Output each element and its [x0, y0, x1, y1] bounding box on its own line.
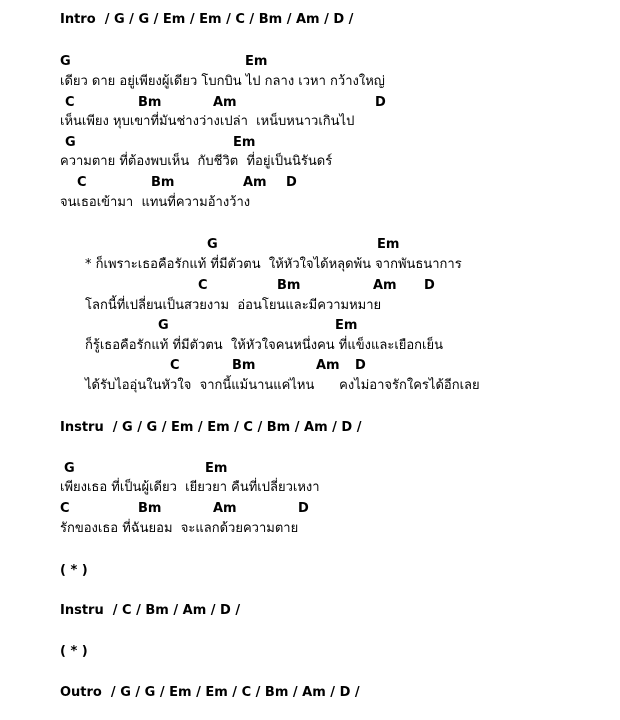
chord: G	[60, 54, 71, 69]
chord: Am	[373, 278, 397, 293]
chord: Am	[316, 358, 340, 373]
chord: Bm	[138, 501, 162, 516]
chord: Em	[245, 54, 268, 69]
outro-line: Outro / G / G / Em / Em / C / Bm / Am / D /	[60, 685, 360, 700]
chorus-repeat: ( * )	[60, 563, 88, 578]
chorus-repeat: ( * )	[60, 644, 88, 659]
chord: C	[65, 95, 75, 110]
chord: D	[298, 501, 309, 516]
lyric-line: รักของเธอ ที่ฉันยอม จะแลกด้วยความตาย	[60, 521, 299, 536]
instru-line: Instru / C / Bm / Am / D /	[60, 603, 241, 618]
chord: Bm	[232, 358, 256, 373]
lyric-line: จนเธอเข้ามา แทนที่ความอ้างว้าง	[60, 195, 251, 210]
chord: G	[64, 461, 75, 476]
chord: Em	[233, 135, 256, 150]
chord: Am	[213, 95, 237, 110]
lyric-line: เพียงเธอ ที่เป็นผู้เดียว เยียวยา คืนที่เปลี่ยวเหงา	[60, 480, 320, 495]
chord: Am	[213, 501, 237, 516]
chord: D	[355, 358, 366, 373]
chord: C	[60, 501, 70, 516]
chord: C	[77, 175, 87, 190]
lyric-line: ได้รับไออุ่นในหัวใจ จากนี้แม้นานแค่ไหน คงไม่อาจรักใครได้อีกเลย	[85, 378, 480, 393]
chord: G	[65, 135, 76, 150]
chord: C	[170, 358, 180, 373]
chord: Bm	[138, 95, 162, 110]
lyric-line: เดียว ดาย อยู่เพียงผู้เดียว โบกบิน ไป กลาง เวหา กว้างใหญ่	[60, 74, 385, 89]
lyric-line: โลกนี้ที่เปลี่ยนเป็นสวยงาม อ่อนโยนและมีความหมาย	[85, 298, 382, 313]
chord: D	[375, 95, 386, 110]
chord: Bm	[277, 278, 301, 293]
lyric-line: เห็นเพียง หุบเขาที่มันช่างว่างเปล่า เหน็บหนาวเกินไป	[60, 114, 355, 129]
chord: Em	[205, 461, 228, 476]
chord: Em	[335, 318, 358, 333]
lyric-line: ก็รู้เธอคือรักแท้ ที่มีตัวตน ให้หัวใจคนหนึ่งคน ที่แข็งและเยือกเย็น	[85, 338, 444, 353]
lyric-line: * ก็เพราะเธอคือรักแท้ ที่มีตัวตน ให้หัวใจได้หลุดพ้น จากพันธนาการ	[85, 257, 462, 272]
chord: C	[198, 278, 208, 293]
lyric-line: ความตาย ที่ต้องพบเห็น กับชีวิต ที่อยู่เป็นนิรันดร์	[60, 154, 333, 169]
instru-line: Instru / G / G / Em / Em / C / Bm / Am / D /	[60, 420, 362, 435]
chord: D	[424, 278, 435, 293]
intro-line: Intro / G / G / Em / Em / C / Bm / Am / D /	[60, 12, 354, 27]
chord: G	[158, 318, 169, 333]
chord: Em	[377, 237, 400, 252]
chord: D	[286, 175, 297, 190]
chord: Bm	[151, 175, 175, 190]
chord: G	[207, 237, 218, 252]
chord: Am	[243, 175, 267, 190]
